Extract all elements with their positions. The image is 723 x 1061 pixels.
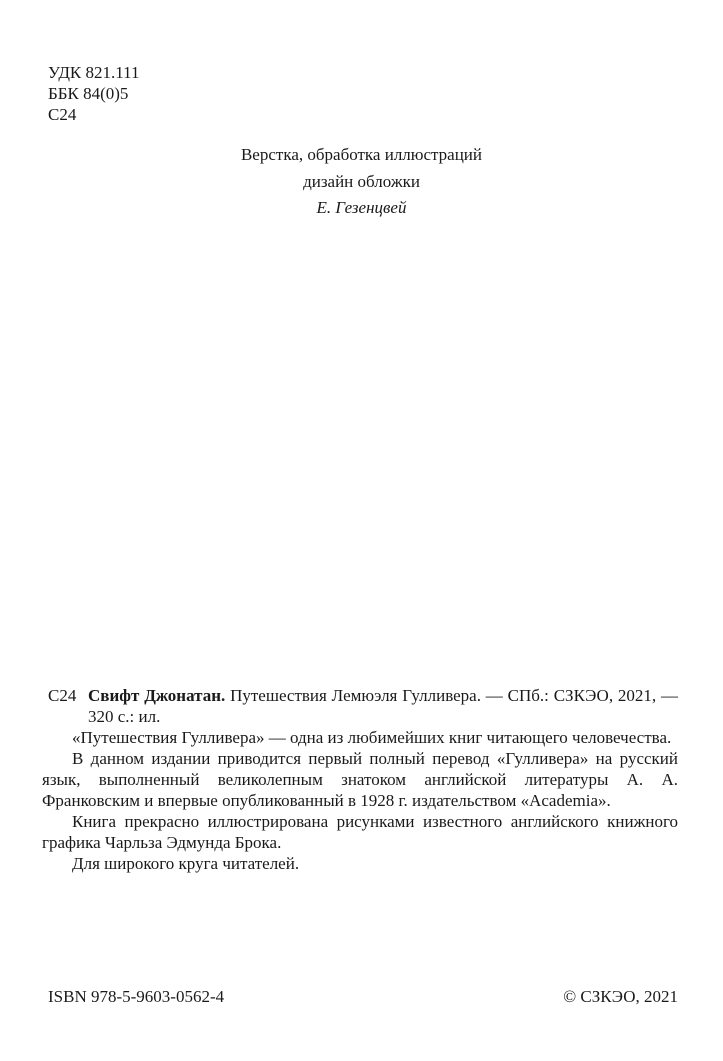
entry-author-mark: С24	[48, 686, 77, 705]
credits-block	[0, 142, 723, 222]
annotation-paragraph: Для широкого круга читателей.	[72, 854, 300, 873]
annotation-paragraph: «Путешествия Гулливера» — одна из любимейших книг читающего человечества.	[72, 728, 672, 747]
annotation-paragraph: Книга прекрасно иллюстрирована рисунками известного английского книжного графика Чарльза Эдмунда Брока.	[42, 812, 678, 852]
classification-block	[48, 62, 140, 125]
author-mark: С24	[48, 105, 77, 124]
credits-line-layout: Верстка, обработка иллюстраций	[240, 145, 483, 164]
copyright: © СЗКЭО, 2021	[563, 987, 678, 1006]
entry-author: Свифт Джонатан.	[88, 686, 226, 705]
entry-bibliographic-line	[88, 685, 678, 727]
credits-line-cover: дизайн обложки	[303, 171, 420, 191]
bbk-code: ББК 84(0)5	[48, 84, 129, 103]
credits-designer-name: Е. Гезенцвей	[316, 198, 407, 217]
annotation-paragraph: В данном издании приводится первый полный перевод «Гулливера» на русский язык, выполненный великолепным знатоком английской литературы А. А. Франковским и впервые опубликованный в 1928 г. издательством «Academia».	[42, 749, 678, 810]
entry-bibliographic: Путешествия Лемюэля Гулливера. — СПб.: СЗКЭО, 2021, — 320 с.: ил.	[88, 686, 678, 726]
udk-code: УДК 821.111	[48, 63, 140, 82]
isbn: ISBN 978-5-9603-0562-4	[48, 987, 225, 1006]
